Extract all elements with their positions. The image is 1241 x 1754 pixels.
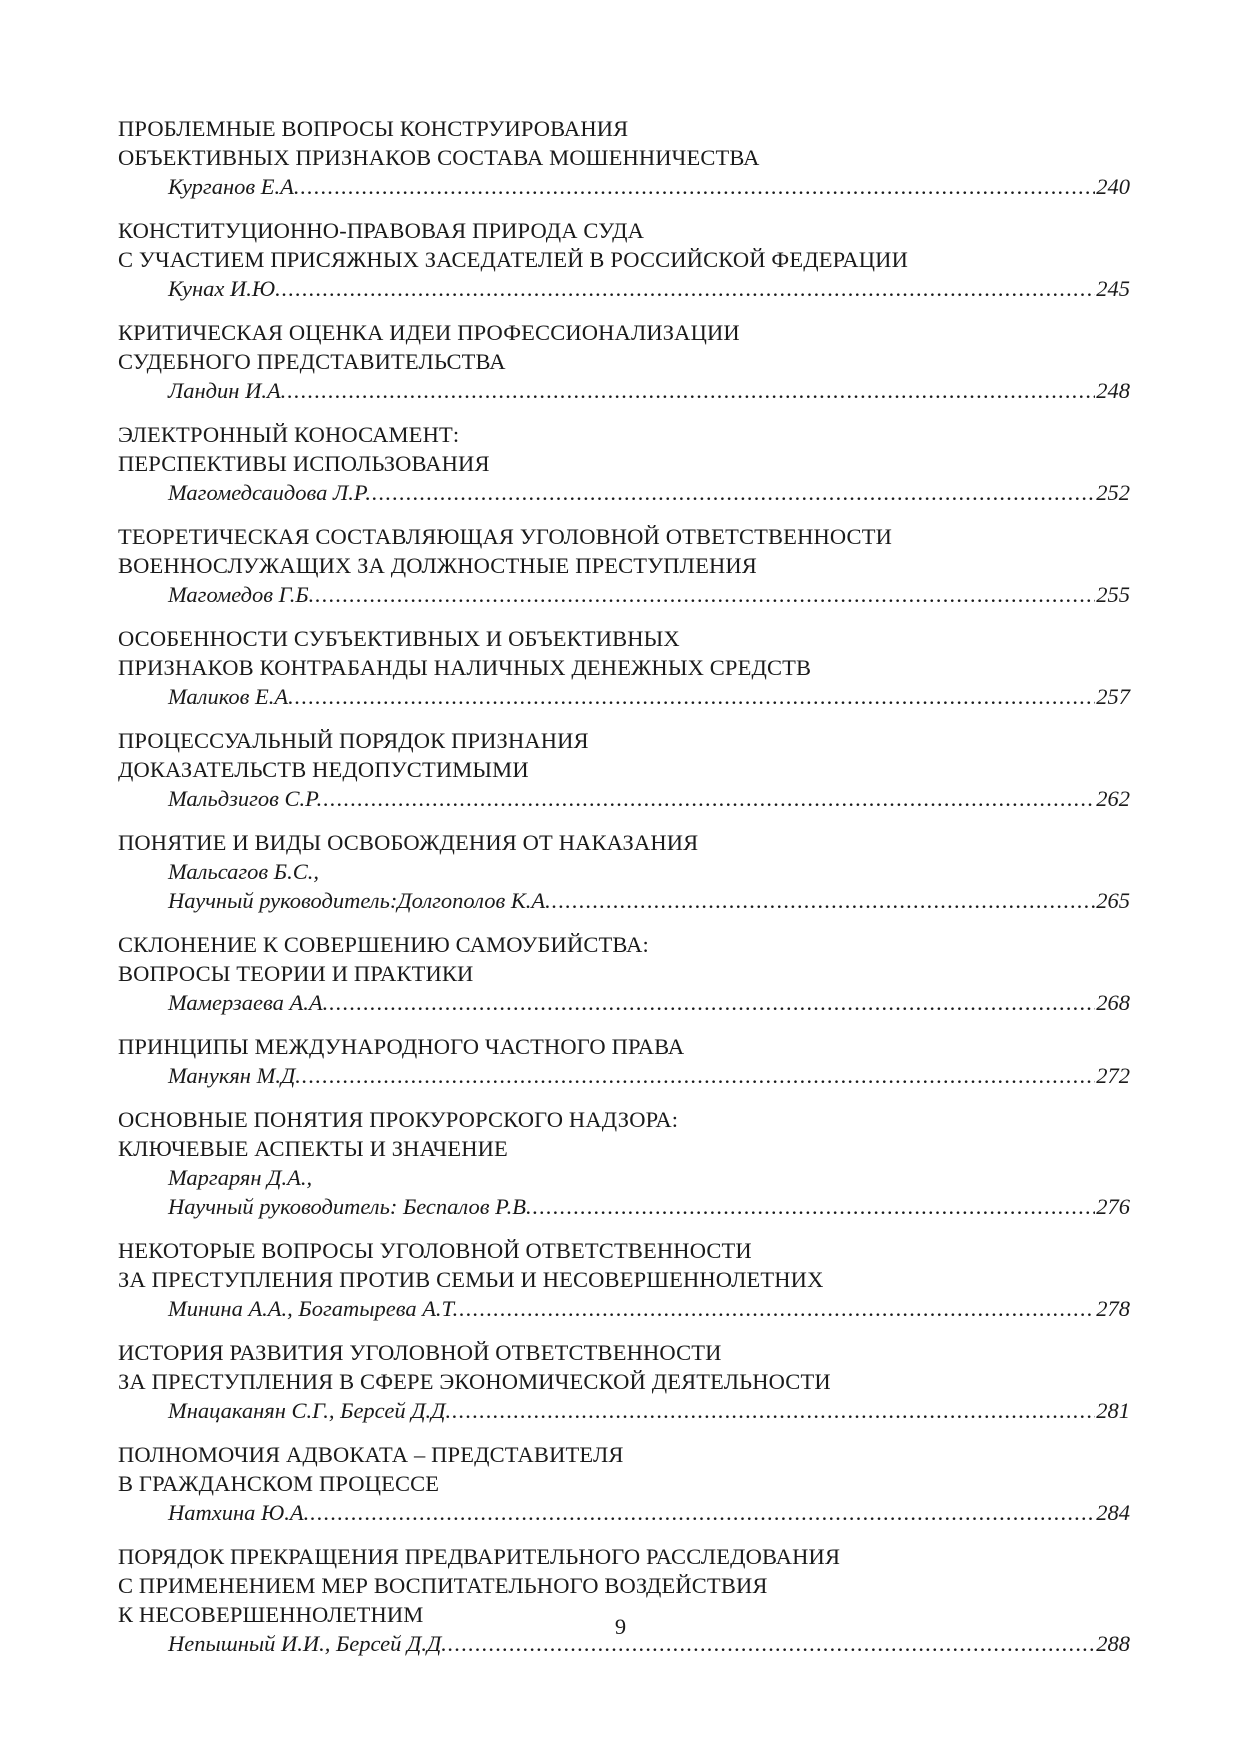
toc-entry-author-line <box>118 682 1130 711</box>
toc-dot-leader <box>315 580 1095 609</box>
toc-entry-author-line <box>118 376 1130 405</box>
toc-entry-authors: Маликов Е.А. <box>168 684 294 709</box>
toc-entry-page-number: 265 <box>1096 888 1130 913</box>
toc-entry <box>118 828 1130 915</box>
toc-entry-page-number: 262 <box>1096 786 1130 811</box>
toc-entry-author-line <box>118 886 1130 915</box>
toc-entry-author-line <box>118 857 1130 886</box>
toc-entry-author-line <box>118 478 1130 507</box>
toc-dot-leader <box>533 1192 1096 1221</box>
toc-entry-title-line: ОСНОВНЫЕ ПОНЯТИЯ ПРОКУРОРСКОГО НАДЗОРА: <box>118 1107 679 1132</box>
toc-entry-author-line <box>118 784 1130 813</box>
toc-entry-authors: Натхина Ю.А. <box>168 1500 310 1525</box>
toc-entry-title-line: КРИТИЧЕСКАЯ ОЦЕНКА ИДЕИ ПРОФЕССИОНАЛИЗАЦИИ <box>118 320 740 345</box>
toc-entry-page-number: 284 <box>1096 1500 1130 1525</box>
toc-entry-title-line: С ПРИМЕНЕНИЕМ МЕР ВОСПИТАТЕЛЬНОГО ВОЗДЕЙСТВИЯ <box>118 1573 768 1598</box>
toc-entry <box>118 930 1130 1017</box>
toc-dot-leader <box>310 1498 1095 1527</box>
toc-entry-title-line: С УЧАСТИЕМ ПРИСЯЖНЫХ ЗАСЕДАТЕЛЕЙ В РОССИЙСКОЙ ФЕДЕРАЦИИ <box>118 247 908 272</box>
toc-entry-author-line <box>118 988 1130 1017</box>
toc-entry-page-number: 272 <box>1096 1063 1130 1088</box>
toc-dot-leader <box>329 988 1095 1017</box>
toc-entry <box>118 1338 1130 1425</box>
toc-entry-authors: Непышный И.И., Берсей Д.Д. <box>168 1631 447 1656</box>
toc-entry-authors: Ландин И.А. <box>168 378 287 403</box>
toc-dot-leader <box>552 886 1095 915</box>
toc-dot-leader <box>300 172 1095 201</box>
toc-dot-leader <box>372 478 1095 507</box>
toc-entry-title-line: НЕКОТОРЫЕ ВОПРОСЫ УГОЛОВНОЙ ОТВЕТСТВЕННОСТИ <box>118 1238 752 1263</box>
toc-entry-title-line: ДОКАЗАТЕЛЬСТВ НЕДОПУСТИМЫМИ <box>118 757 529 782</box>
toc-entry-authors: Манукян М.Д. <box>168 1063 301 1088</box>
toc-dot-leader <box>287 376 1095 405</box>
toc-entry <box>118 1032 1130 1090</box>
toc-dot-leader <box>282 274 1096 303</box>
toc-entry-author-line <box>118 274 1130 303</box>
toc-entry-title-line: СУДЕБНОГО ПРЕДСТАВИТЕЛЬСТВА <box>118 349 506 374</box>
toc-dot-leader <box>323 784 1095 813</box>
toc-entry-title-line: К НЕСОВЕРШЕННОЛЕТНИМ <box>118 1602 424 1627</box>
toc-entry-title-line: ОБЪЕКТИВНЫХ ПРИЗНАКОВ СОСТАВА МОШЕННИЧЕСТВА <box>118 145 760 170</box>
toc-entry-authors: Мнацаканян С.Г., Берсей Д.Д. <box>168 1398 452 1423</box>
toc-entry-authors: Научный руководитель:Долгополов К.А. <box>168 888 551 913</box>
toc-entry-authors: Магомедов Г.Б. <box>168 582 315 607</box>
toc-entry-page-number: 278 <box>1096 1296 1130 1321</box>
toc-entry-authors: Мамерзаева А.А. <box>168 990 329 1015</box>
toc-entry-page-number: 245 <box>1096 276 1130 301</box>
toc-entry-title-line: КОНСТИТУЦИОННО-ПРАВОВАЯ ПРИРОДА СУДА <box>118 218 644 243</box>
toc-entry-title-line: ТЕОРЕТИЧЕСКАЯ СОСТАВЛЯЮЩАЯ УГОЛОВНОЙ ОТВЕТСТВЕННОСТИ <box>118 524 892 549</box>
toc-dot-leader <box>452 1396 1095 1425</box>
toc-entry-authors: Мальдзигов С.Р. <box>168 786 323 811</box>
toc-entry-authors: Курганов Е.А. <box>168 174 300 199</box>
toc-entry <box>118 522 1130 609</box>
toc-entry-authors: Кунах И.Ю. <box>168 276 281 301</box>
toc-entry-title-line: ПРОЦЕССУАЛЬНЫЙ ПОРЯДОК ПРИЗНАНИЯ <box>118 728 589 753</box>
toc-entry-title-line: ПОЛНОМОЧИЯ АДВОКАТА – ПРЕДСТАВИТЕЛЯ <box>118 1442 624 1467</box>
toc-entry-author-line <box>118 580 1130 609</box>
toc-entry-title-line: ВОПРОСЫ ТЕОРИИ И ПРАКТИКИ <box>118 961 474 986</box>
toc-entry-page-number: 288 <box>1096 1631 1130 1656</box>
toc-entry-page-number: 281 <box>1096 1398 1130 1423</box>
toc-entry-title-line: КЛЮЧЕВЫЕ АСПЕКТЫ И ЗНАЧЕНИЕ <box>118 1136 508 1161</box>
toc-entry-title-line: ПЕРСПЕКТИВЫ ИСПОЛЬЗОВАНИЯ <box>118 451 490 476</box>
toc-entry-authors: Научный руководитель: Беспалов Р.В. <box>168 1194 532 1219</box>
toc-entry-page-number: 240 <box>1096 174 1130 199</box>
toc-entry-page-number: 276 <box>1096 1194 1130 1219</box>
toc-entry-title-line: СКЛОНЕНИЕ К СОВЕРШЕНИЮ САМОУБИЙСТВА: <box>118 932 649 957</box>
toc-entry-title-line: ПРОБЛЕМНЫЕ ВОПРОСЫ КОНСТРУИРОВАНИЯ <box>118 116 629 141</box>
toc-entry-page-number: 255 <box>1096 582 1130 607</box>
toc-entry-title-line: ПРИЗНАКОВ КОНТРАБАНДЫ НАЛИЧНЫХ ДЕНЕЖНЫХ СРЕДСТВ <box>118 655 812 680</box>
toc-entry-author-line <box>118 1498 1130 1527</box>
toc-entry-title-line: ПРИНЦИПЫ МЕЖДУНАРОДНОГО ЧАСТНОГО ПРАВА <box>118 1034 685 1059</box>
toc-entry-title-line: ПОНЯТИЕ И ВИДЫ ОСВОБОЖДЕНИЯ ОТ НАКАЗАНИЯ <box>118 830 699 855</box>
toc-entry-author-line <box>118 1061 1130 1090</box>
toc-entry-title-line: В ГРАЖДАНСКОМ ПРОЦЕССЕ <box>118 1471 440 1496</box>
toc-dot-leader <box>295 682 1095 711</box>
toc-entry-authors: Мальсагов Б.С., <box>168 859 319 884</box>
toc-entry-author-line <box>118 1294 1130 1323</box>
toc-entry <box>118 420 1130 507</box>
toc-entry <box>118 216 1130 303</box>
toc-entry <box>118 1105 1130 1221</box>
toc-entry-page-number: 252 <box>1096 480 1130 505</box>
table-of-contents <box>118 114 1130 1673</box>
toc-entry-title-line: ОСОБЕННОСТИ СУБЪЕКТИВНЫХ И ОБЪЕКТИВНЫХ <box>118 626 680 651</box>
toc-entry-title-line: ЗА ПРЕСТУПЛЕНИЯ ПРОТИВ СЕМЬИ И НЕСОВЕРШЕННОЛЕТНИХ <box>118 1267 824 1292</box>
toc-entry <box>118 114 1130 201</box>
toc-entry-title-line: ИСТОРИЯ РАЗВИТИЯ УГОЛОВНОЙ ОТВЕТСТВЕННОСТИ <box>118 1340 722 1365</box>
toc-entry <box>118 318 1130 405</box>
toc-entry-authors: Магомедсаидова Л.Р. <box>168 480 372 505</box>
toc-entry-page-number: 268 <box>1096 990 1130 1015</box>
toc-entry-title-line: ПОРЯДОК ПРЕКРАЩЕНИЯ ПРЕДВАРИТЕЛЬНОГО РАССЛЕДОВАНИЯ <box>118 1544 841 1569</box>
toc-entry-author-line <box>118 172 1130 201</box>
toc-dot-leader <box>302 1061 1095 1090</box>
toc-entry-title-line: ВОЕННОСЛУЖАЩИХ ЗА ДОЛЖНОСТНЫЕ ПРЕСТУПЛЕНИЯ <box>118 553 757 578</box>
toc-entry <box>118 1440 1130 1527</box>
toc-entry-authors: Минина А.А., Богатырева А.Т. <box>168 1296 459 1321</box>
toc-entry <box>118 624 1130 711</box>
toc-entry-authors: Маргарян Д.А., <box>168 1165 313 1190</box>
toc-entry-title-line: ЗА ПРЕСТУПЛЕНИЯ В СФЕРЕ ЭКОНОМИЧЕСКОЙ ДЕЯТЕЛЬНОСТИ <box>118 1369 831 1394</box>
toc-entry <box>118 1236 1130 1323</box>
toc-entry-author-line <box>118 1192 1130 1221</box>
toc-entry-page-number: 248 <box>1096 378 1130 403</box>
toc-entry-title-line: ЭЛЕКТРОННЫЙ КОНОСАМЕНТ: <box>118 422 460 447</box>
toc-entry <box>118 726 1130 813</box>
toc-dot-leader <box>459 1294 1095 1323</box>
toc-entry-author-line <box>118 1163 1130 1192</box>
toc-entry-page-number: 257 <box>1096 684 1130 709</box>
page-number: 9 <box>614 1614 627 1639</box>
toc-entry-author-line <box>118 1396 1130 1425</box>
